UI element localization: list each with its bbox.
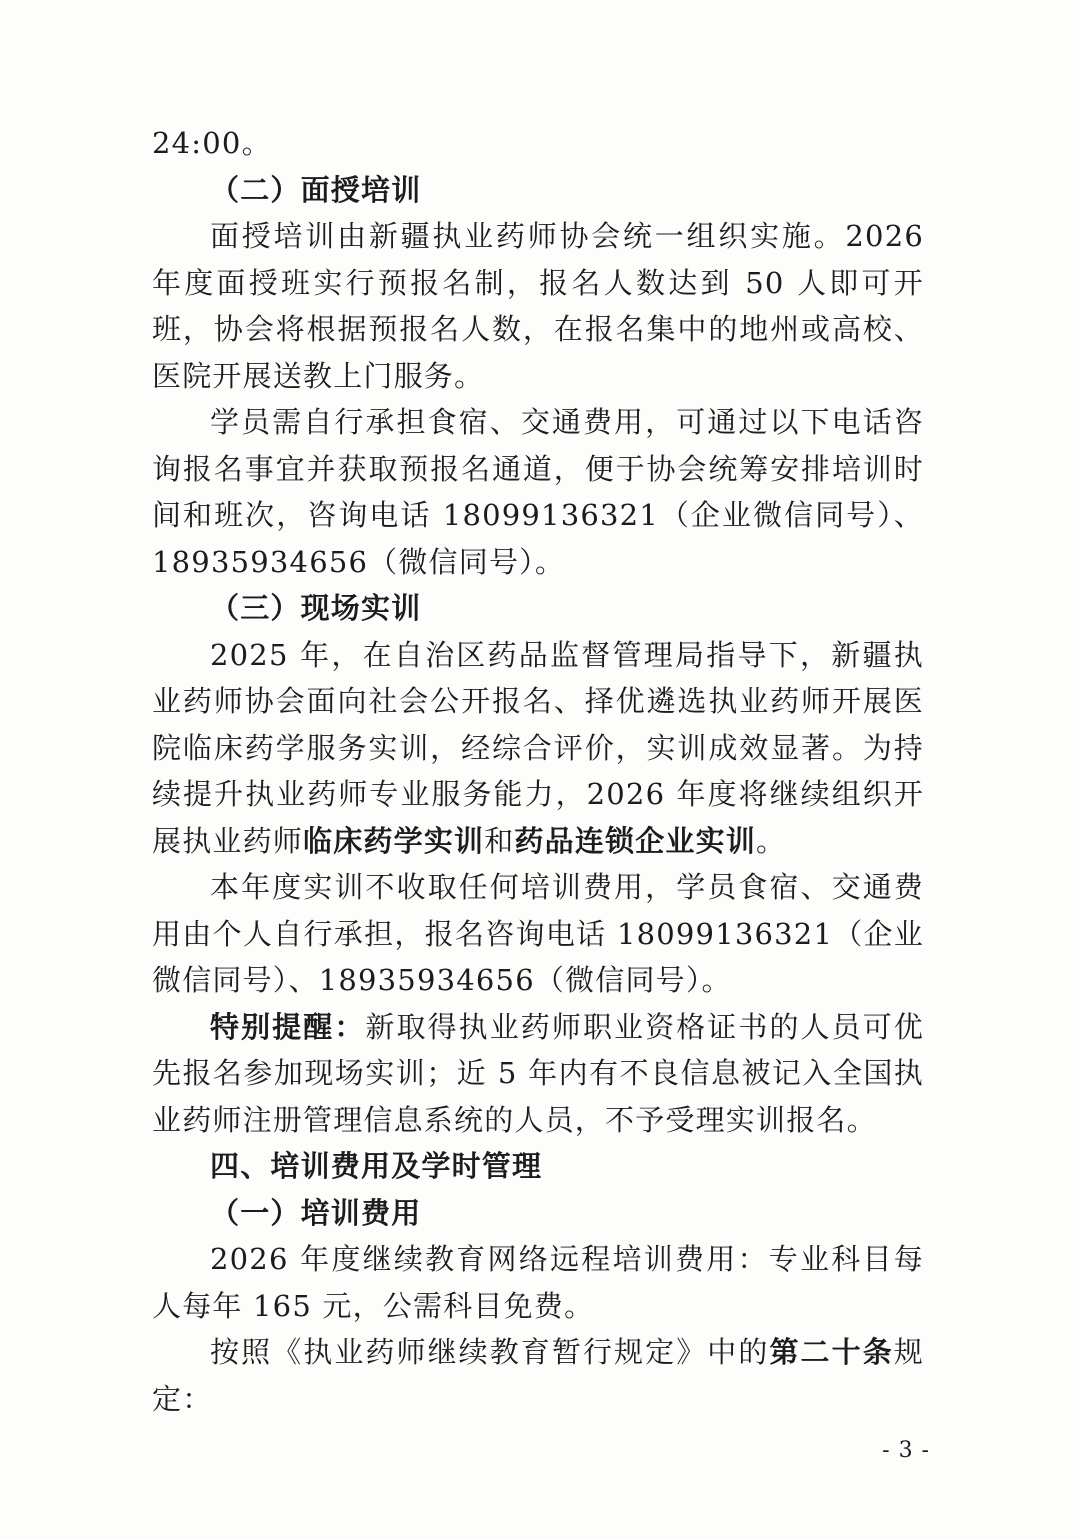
section-heading-onsite-training: （三）现场实训 (210, 591, 422, 625)
section-heading-training-fees: （一）培训费用 (210, 1195, 422, 1230)
text-run: 按照《执业药师继续教育暂行规定》中的 (210, 1335, 770, 1369)
paragraph-onsite-training-fees: 本年度实训不收取任何培训费用，学员食宿、交通费用由个人自行承担，报名咨询电话 18099136321（企业微信同号）、18935934656（微信同号）。 (152, 870, 924, 997)
bold-clinical-training: 临床药学实训 (303, 823, 485, 858)
paragraph-onsite-training-intro (152, 632, 924, 865)
section-heading-face-to-face: （二）面授培训 (210, 172, 422, 207)
document-body (152, 120, 924, 1422)
paragraph-network-fees: 2026 年度继续教育网络远程培训费用：专业科目每人每年 165 元，公需科目免费。 (152, 1242, 924, 1323)
text-run: 和 (484, 823, 515, 858)
bold-article-twenty: 第二十条 (769, 1335, 894, 1369)
paragraph-face-to-face-contact: 学员需自行承担食宿、交通费用，可通过以下电话咨询报名事宜并获取预报名通道，便于协会统筹安排培训时间和班次，咨询电话 18099136321（企业微信同号）、18935934656（微信同号）。 (152, 405, 924, 579)
paragraph-face-to-face-intro: 面授培训由新疆执业药师协会统一组织实施。2026 年度面授班实行预报名制，报名人数达到 50 人即可开班，协会将根据预报名人数，在报名集中的地州或高校、医院开展送教上门服务。 (152, 219, 924, 393)
chapter-heading-fees-and-hours: 四、培训费用及学时管理 (210, 1149, 543, 1183)
text-run: 规定： (152, 1335, 924, 1416)
text-run: 。 (756, 823, 787, 858)
paragraph-regulation-reference (152, 1329, 924, 1422)
special-reminder-label: 特别提醒： (210, 1009, 366, 1044)
page-number: - 3 - (882, 1438, 930, 1463)
special-reminder-text: 新取得执业药师职业资格证书的人员可优先报名参加现场实训；近 5 年内有不良信息被记入全国执业药师注册管理信息系统的人员，不予受理实训报名。 (152, 1009, 924, 1137)
bold-chain-enterprise-training: 药品连锁企业实训 (514, 823, 757, 858)
paragraph-special-reminder (152, 1004, 924, 1144)
text-run: 2025 年，在自治区药品监督管理局指导下，新疆执业药师协会面向社会公开报名、择优遴选执业药师开展医院临床药学服务实训，经综合评价，实训成效显著。为持续提升执业药师专业服务能力，2026 年度将继续组织开展执业药师 (152, 637, 924, 858)
paragraph-continuation: 24:00。 (152, 126, 272, 160)
